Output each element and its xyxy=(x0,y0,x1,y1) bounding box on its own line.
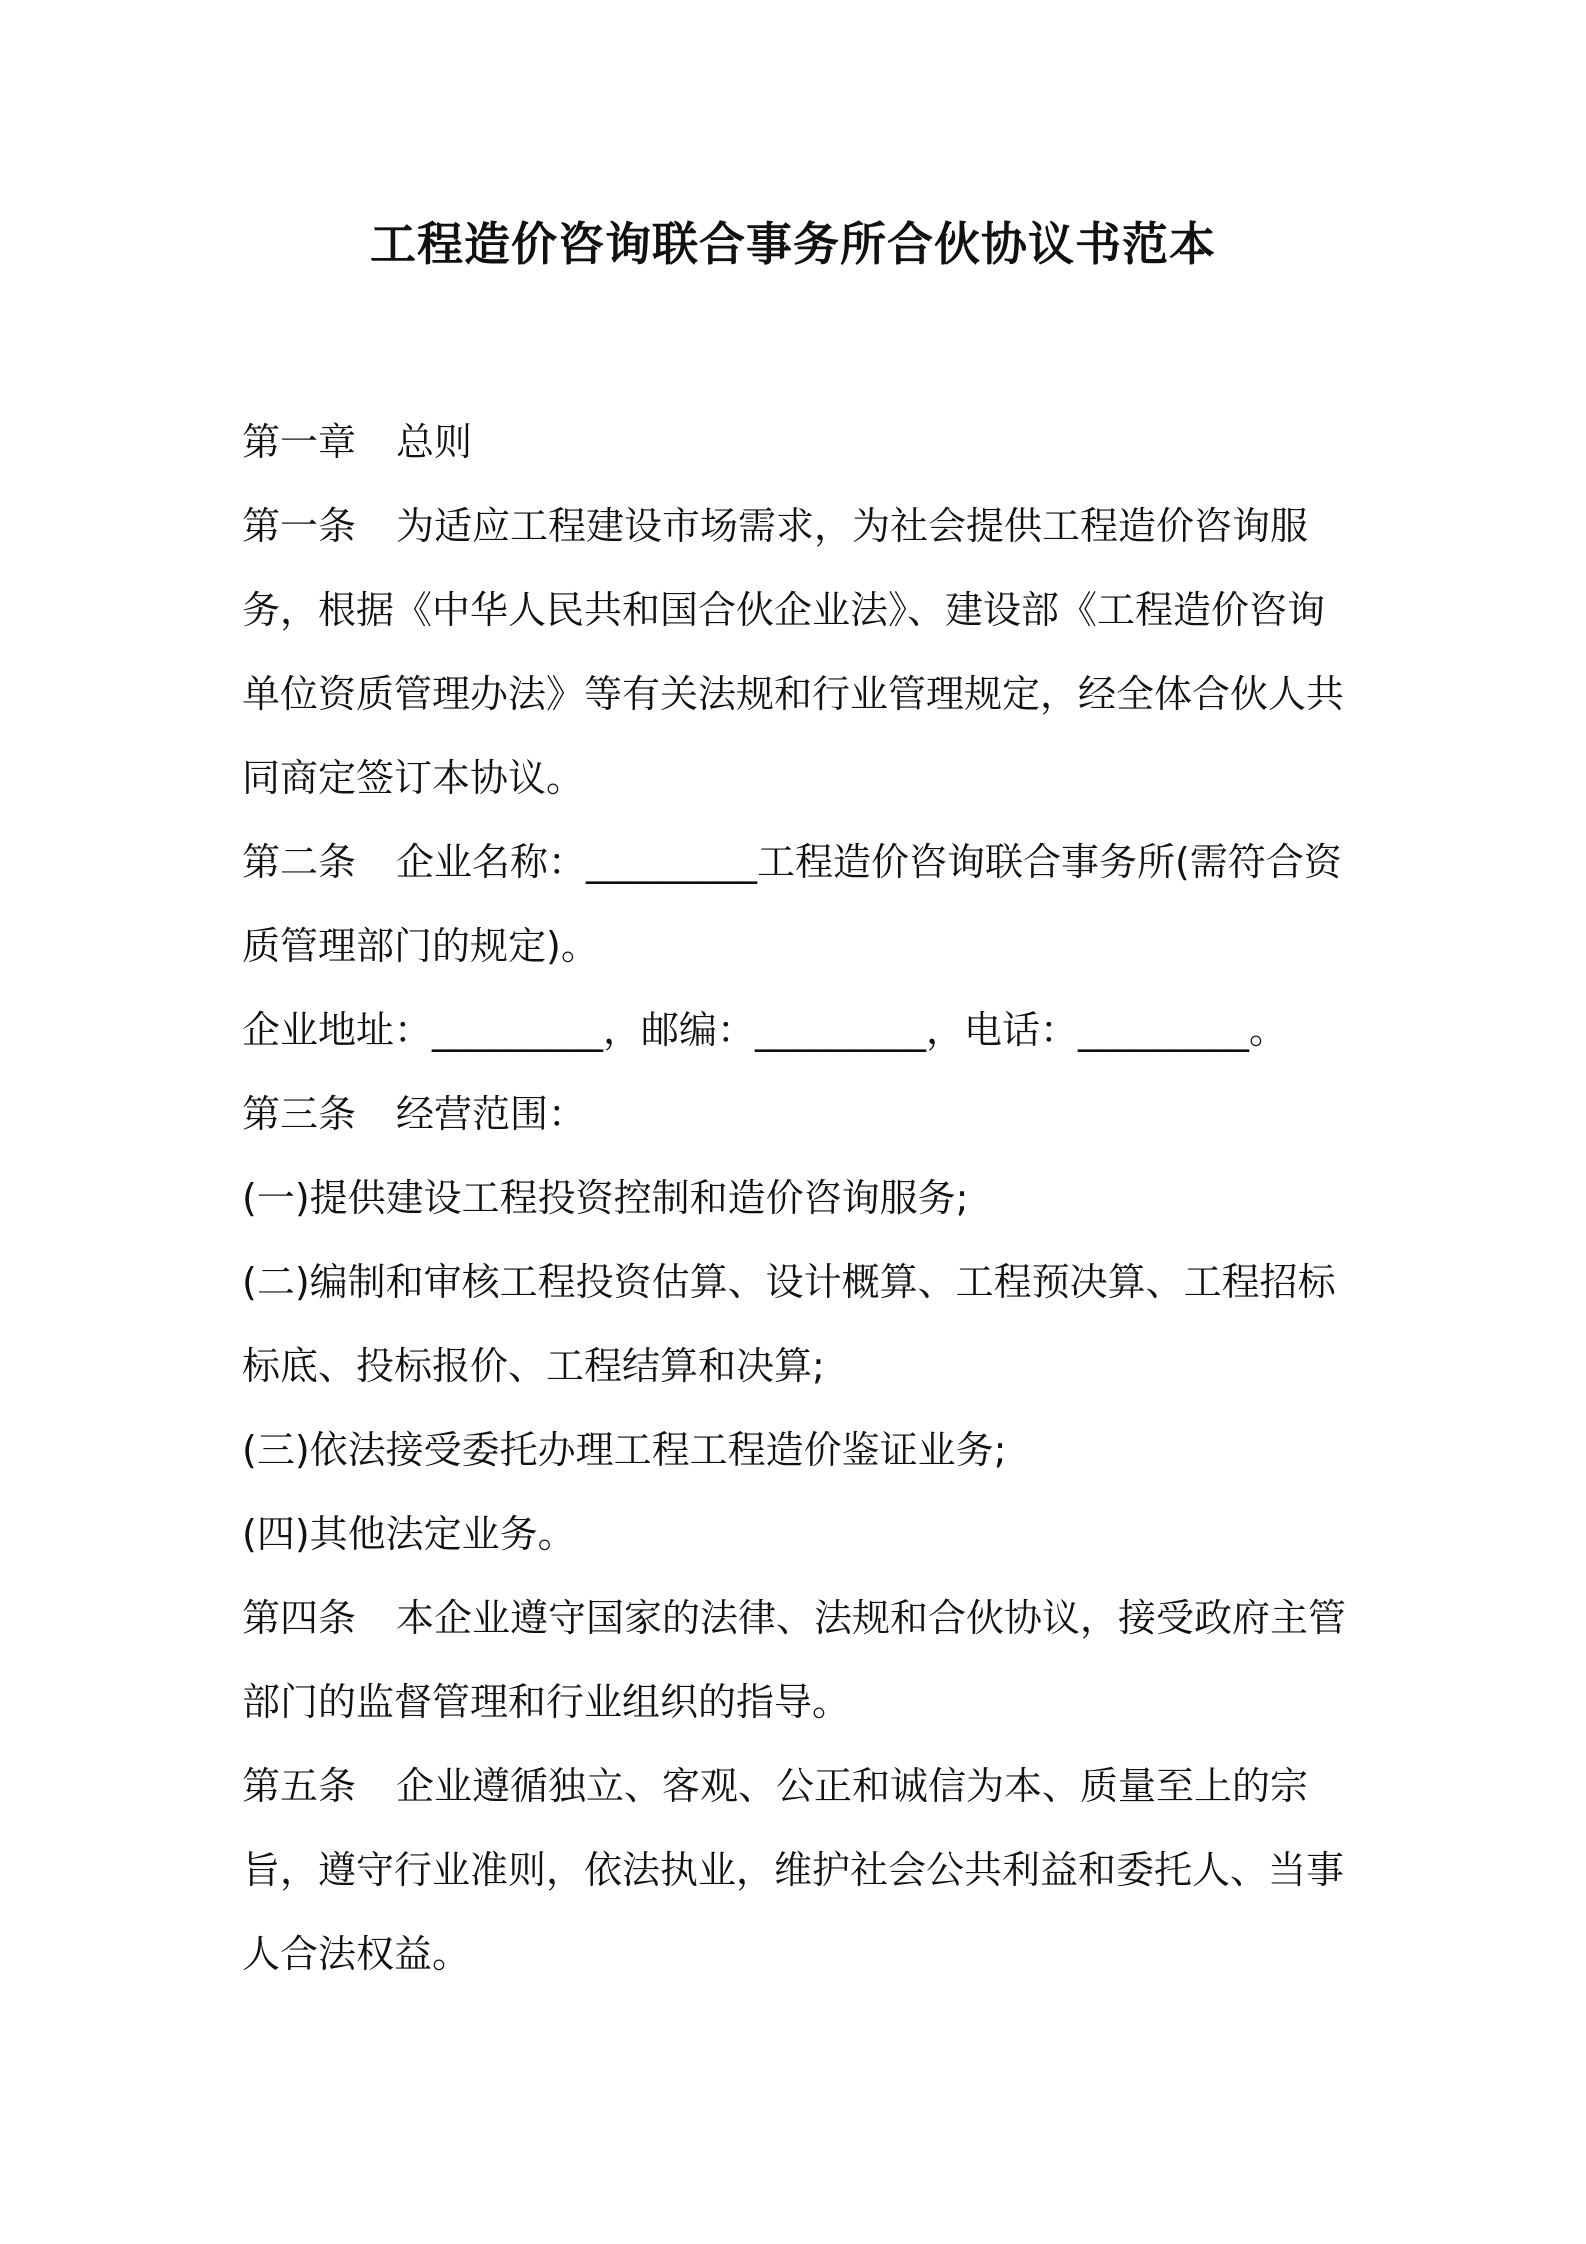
article-1-label: 第一条 xyxy=(242,504,357,548)
chapter-name: 总则 xyxy=(396,420,473,464)
scope-item-2: (二)编制和审核工程投资估算、设计概算、工程预决算、工程招标标底、投标报价、工程结算和决算; xyxy=(242,1260,1336,1388)
address-line: 企业地址：_________，邮编：_________，电话：_________。 xyxy=(242,1008,1288,1052)
scope-item-3: (三)依法接受委托办理工程工程造价鉴证业务; xyxy=(242,1428,1007,1472)
article-1-text: 为适应工程建设市场需求，为社会提供工程造价咨询服务，根据《中华人民共和国合伙企业法》、建设部《工程造价咨询单位资质管理办法》等有关法规和行业管理规定，经全体合伙人共同商定签订本协议。 xyxy=(242,504,1345,800)
article-5-text: 企业遵循独立、客观、公正和诚信为本、质量至上的宗旨，遵守行业准则，依法执业，维护社会公共利益和委托人、当事人合法权益。 xyxy=(242,1764,1345,1976)
article-1 xyxy=(242,484,1354,820)
document-body xyxy=(242,400,1354,1996)
article-4-label: 第四条 xyxy=(242,1596,357,1640)
article-2-text: 企业名称：_________工程造价咨询联合事务所(需符合资质管理部门的规定)。 xyxy=(242,840,1342,968)
article-3 xyxy=(242,1072,1354,1156)
scope-item-1: (一)提供建设工程投资控制和造价咨询服务; xyxy=(242,1176,969,1220)
chapter-heading xyxy=(242,400,1354,484)
article-4 xyxy=(242,1576,1354,1744)
article-3-text: 经营范围： xyxy=(396,1092,587,1136)
article-4-text: 本企业遵守国家的法律、法规和合伙协议，接受政府主管部门的监督管理和行业组织的指导。 xyxy=(242,1596,1347,1724)
article-2-label: 第二条 xyxy=(242,840,357,884)
document-title: 工程造价咨询联合事务所合伙协议书范本 xyxy=(370,217,1216,271)
article-3-label: 第三条 xyxy=(242,1092,357,1136)
chapter-label: 第一章 xyxy=(242,420,357,464)
article-2 xyxy=(242,820,1354,988)
article-5-label: 第五条 xyxy=(242,1764,357,1808)
scope-item-4: (四)其他法定业务。 xyxy=(242,1512,576,1556)
article-5 xyxy=(242,1744,1354,1996)
